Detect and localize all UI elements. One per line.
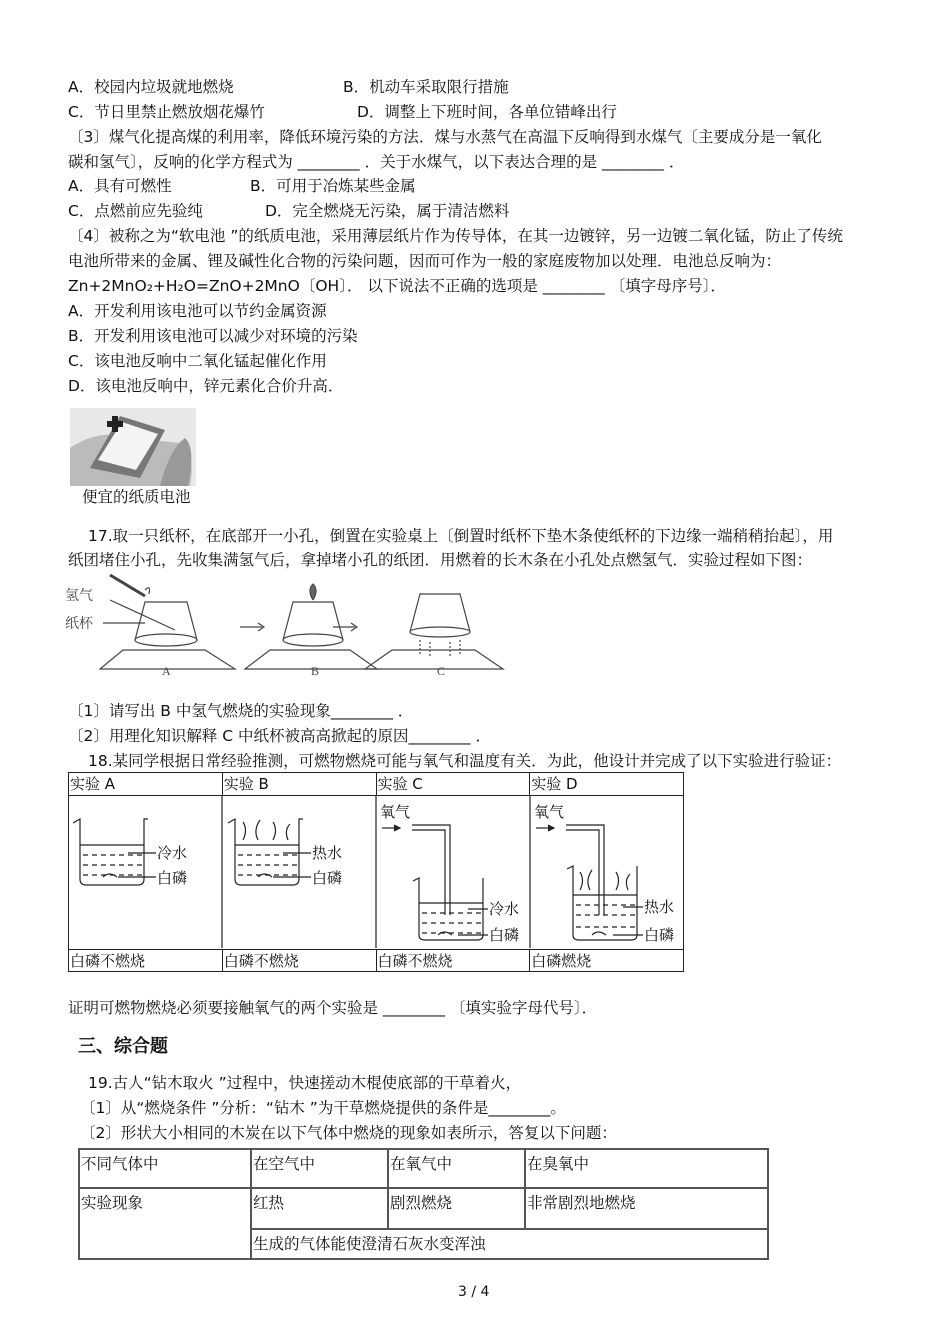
question-text: 纸团堵住小孔，先收集满氢气后，拿掉堵小孔的纸团．用燃着的长木条在小孔处点燃氢气．实验过程如下图： — [68, 551, 813, 569]
option-d: D．调整上下班时间，各单位错峰出行 — [357, 103, 617, 121]
header-d: 实验 D — [530, 773, 684, 796]
label-oxygen: 氧气 — [380, 803, 411, 821]
header-b: 实验 B — [222, 773, 376, 796]
option-b: B．机动车采取限行措施 — [343, 78, 509, 96]
page-number: 3 / 4 — [458, 1284, 490, 1300]
label-a: A — [162, 664, 171, 678]
cell: 剧烈燃烧 — [388, 1188, 525, 1229]
header-cell: 不同气体中 — [79, 1149, 251, 1188]
part3-text: 碳和氢气〕，反响的化学方程式为 ________ ．关于水煤气，以下表达合理的是 ________ ． — [68, 153, 685, 171]
battery-equation: Zn+2MnO₂+H₂O=ZnO+2MnO〔OH〕． 以下说法不正确的选项是 ________ 〔填字母序号〕． — [68, 277, 726, 295]
section-title: 三、综合题 — [78, 1036, 168, 1057]
label-cold-water: 冷水 — [157, 844, 188, 862]
label-phosphorus: 白磷 — [157, 869, 188, 887]
label-phosphorus: 白磷 — [644, 926, 675, 944]
header-cell: 在臭氧中 — [525, 1149, 768, 1188]
image-caption: 便宜的纸质电池 — [82, 488, 191, 506]
label-phosphorus: 白磷 — [312, 869, 343, 887]
header-a: 实验 A — [69, 773, 223, 796]
part4-text: 〔4〕被称之为“软电池 ”的纸质电池，采用薄层纸片作为传导体，在其一边镀锌，另一边镀二氧化锰，防止了传统 — [68, 227, 843, 245]
label-b: B — [311, 664, 320, 678]
sub-question-2: 〔2〕用理化知识解释 C 中纸杯被高高掀起的原因________ ． — [68, 727, 491, 745]
label-phosphorus: 白磷 — [489, 926, 520, 944]
header-cell: 在空气中 — [251, 1149, 388, 1188]
option-b: B．开发利用该电池可以减少对环境的污染 — [68, 327, 358, 345]
row-label: 实验现象 — [79, 1188, 251, 1259]
question-text: 17.取一只纸杯，在底部开一小孔，倒置在实验桌上〔倒置时纸杯下垫木条使纸杯的下边缘一端稍稍抬起〕，用 — [88, 527, 834, 545]
option-d: D．完全燃烧无污染，属于清洁燃料 — [265, 202, 510, 220]
sub-question-1: 〔1〕请写出 B 中氢气燃烧的实验现象________ ． — [68, 702, 414, 720]
label-hot-water: 热水 — [644, 898, 675, 916]
conclusion-question: 证明可燃物燃烧必须要接触氧气的两个实验是 ________ 〔填实验字母代号〕． — [68, 999, 598, 1017]
label-c: C — [437, 664, 446, 678]
option-a: A．具有可燃性 — [68, 177, 172, 195]
paper-cup-figure — [65, 572, 545, 680]
result-b: 白磷不燃烧 — [222, 950, 376, 972]
header-c: 实验 C — [376, 773, 530, 796]
option-c: C．该电池反响中二氧化锰起催化作用 — [68, 352, 327, 370]
option-d: D．该电池反响中，锌元素化合价升高． — [68, 377, 344, 395]
charcoal-combustion-table — [78, 1148, 769, 1260]
question-text: 19.古人“钻木取火 ”过程中，快速搓动木棍使底部的干草着火， — [88, 1074, 522, 1092]
option-a: A．开发利用该电池可以节约金属资源 — [68, 302, 327, 320]
part4-text: 电池所带来的金属、锂及碱性化合物的污染问题，因而可作为一般的家庭废物加以处理．电池总反响为： — [68, 252, 782, 270]
question-text: 18.某同学根据日常经验推测，可燃物燃烧可能与氧气和温度有关．为此，他设计并完成了以下实验进行验证： — [88, 752, 842, 770]
beaker-diagrams — [68, 795, 684, 948]
cell: 红热 — [251, 1188, 388, 1229]
sub-question-1: 〔1〕从“燃烧条件 ”分析：“钻木 ”为干草燃烧提供的条件是________。 — [80, 1099, 566, 1117]
option-b: B．可用于冶炼某些金属 — [250, 177, 416, 195]
option-c: C．节日里禁止燃放烟花爆竹 — [68, 103, 265, 121]
label-hydrogen: 氢气 — [65, 588, 93, 604]
part3-text: 〔3〕煤气化提高煤的利用率，降低环境污染的方法．煤与水蒸气在高温下反响得到水煤气〔主要成分是一氧化 — [68, 128, 822, 146]
option-c: C．点燃前应先验纯 — [68, 202, 203, 220]
label-hot-water: 热水 — [312, 844, 343, 862]
result-c: 白磷不燃烧 — [376, 950, 530, 972]
merged-cell: 生成的气体能使澄清石灰水变浑浊 — [251, 1229, 768, 1259]
paper-battery-photo — [70, 408, 196, 486]
label-oxygen: 氧气 — [534, 803, 565, 821]
result-d: 白磷燃烧 — [530, 950, 684, 972]
sub-question-2: 〔2〕形状大小相同的木炭在以下气体中燃烧的现象如表所示，答复以下问题： — [80, 1124, 617, 1142]
label-cup: 纸杯 — [65, 616, 93, 632]
label-cold-water: 冷水 — [489, 900, 520, 918]
cell: 非常剧烈地燃烧 — [525, 1188, 768, 1229]
option-a: A．校园内垃圾就地燃烧 — [68, 78, 234, 96]
header-cell: 在氧气中 — [388, 1149, 525, 1188]
result-a: 白磷不燃烧 — [69, 950, 223, 972]
